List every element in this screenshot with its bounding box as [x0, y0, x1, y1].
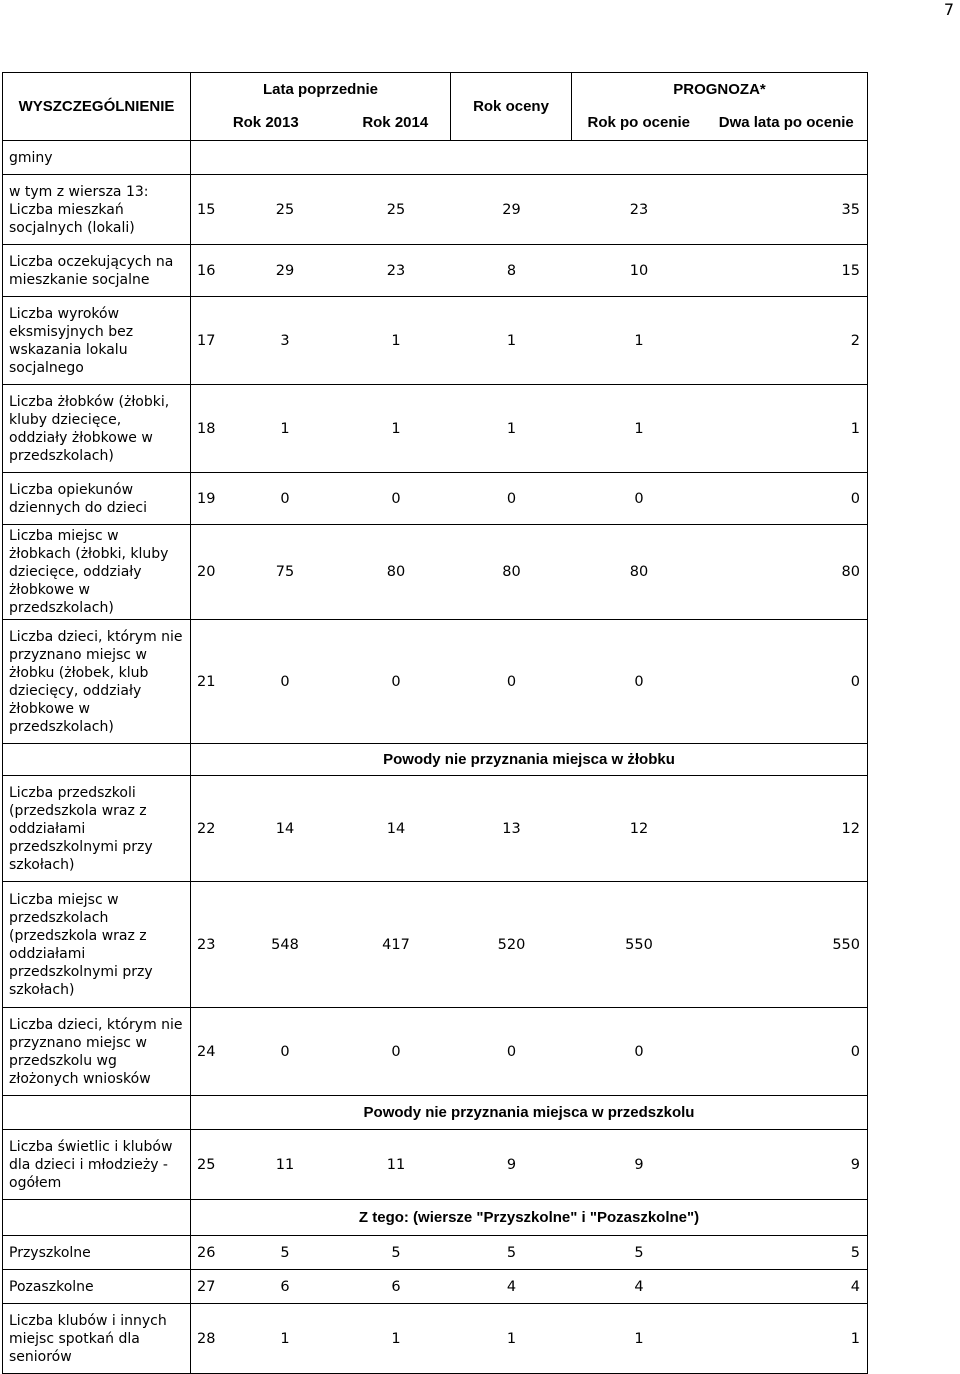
- value-rok-po-ocenie: 0: [634, 490, 644, 507]
- header-rok-2013: Rok 2013: [191, 107, 341, 141]
- value-rok-po-ocenie: 1: [634, 332, 644, 349]
- value-dwa-lata: 15: [841, 262, 860, 279]
- table-row: [3, 245, 868, 297]
- value-2014: 80: [386, 564, 406, 580]
- row-number: 19: [197, 490, 216, 507]
- row-label: Liczba przedszkoli (przedszkola wraz z oddziałami przedszkolnymi przy szkołach): [3, 776, 191, 882]
- value-dwa-lata: 2: [850, 332, 860, 349]
- value-dwa-lata: 4: [850, 1278, 860, 1295]
- row-number: 26: [197, 1244, 216, 1261]
- table-row: [3, 385, 868, 473]
- value-dwa-lata: 35: [841, 201, 860, 218]
- empty-cell: [3, 744, 191, 776]
- row-number: 18: [197, 420, 216, 437]
- value-2013: 75: [275, 564, 295, 580]
- table-row: [3, 1270, 868, 1304]
- value-dwa-lata: 0: [850, 490, 860, 507]
- section-powody-zlobek: Powody nie przyznania miejsca w żłobku: [191, 744, 868, 776]
- value-2014: 25: [386, 201, 406, 218]
- table-row: [3, 882, 868, 1008]
- value-rok-oceny: 9: [506, 1156, 517, 1173]
- value-dwa-lata: 80: [841, 564, 860, 580]
- value-rok-po-ocenie: 80: [629, 564, 649, 580]
- row-label: Liczba miejsc w żłobkach (żłobki, kluby dziecięce, oddziały żłobkowe w przedszkolach): [3, 525, 191, 620]
- value-2013: 11: [275, 1156, 295, 1173]
- empty-cell: [3, 1096, 191, 1130]
- row-number: 16: [197, 262, 216, 279]
- value-rok-oceny: 4: [506, 1278, 517, 1295]
- value-rok-po-ocenie: 550: [625, 936, 653, 953]
- row-number: 28: [197, 1330, 216, 1347]
- value-rok-po-ocenie: 0: [634, 673, 644, 690]
- value-rok-po-ocenie: 0: [634, 1043, 644, 1060]
- header-lata-poprzednie: Lata poprzednie: [191, 73, 451, 107]
- value-dwa-lata: 9: [850, 1156, 860, 1173]
- page-number: 7: [943, 0, 954, 19]
- row-number: 22: [197, 820, 216, 837]
- value-rok-oceny: 0: [506, 1043, 517, 1060]
- value-dwa-lata: 5: [850, 1244, 860, 1261]
- value-rok-po-ocenie: 10: [629, 262, 649, 279]
- value-2014: 23: [386, 262, 406, 279]
- row-number: 15: [197, 201, 216, 218]
- row-label: Liczba miejsc w przedszkolach (przedszkola wraz z oddziałami przedszkolnymi przy szkołach): [3, 882, 191, 1008]
- empty-cell: [191, 141, 868, 175]
- value-rok-oceny: 5: [506, 1244, 517, 1261]
- value-2014: 6: [391, 1278, 401, 1295]
- value-2014: 11: [386, 1156, 406, 1173]
- value-2014: 5: [391, 1244, 401, 1261]
- row-label: Liczba wyroków eksmisyjnych bez wskazania lokalu socjalnego: [3, 297, 191, 385]
- value-2013: 1: [280, 420, 290, 437]
- value-dwa-lata: 1: [850, 1330, 860, 1347]
- value-2014: 14: [386, 820, 406, 837]
- header-rok-po-ocenie: Rok po ocenie: [572, 107, 706, 141]
- value-rok-oceny: 1: [506, 332, 517, 349]
- value-2013: 25: [275, 201, 295, 218]
- table-row: [3, 776, 868, 882]
- row-label-gminy: gminy: [3, 141, 191, 175]
- value-rok-po-ocenie: 1: [634, 420, 644, 437]
- value-2014: 1: [391, 1330, 401, 1347]
- value-rok-po-ocenie: 9: [634, 1156, 644, 1173]
- row-label: Liczba żłobków (żłobki, kluby dziecięce, oddziały żłobkowe w przedszkolach): [3, 385, 191, 473]
- value-rok-oceny: 0: [506, 490, 517, 507]
- row-number: 23: [197, 936, 216, 953]
- row-label: Liczba oczekujących na mieszkanie socjalne: [3, 245, 191, 297]
- data-table: [2, 72, 868, 1374]
- section-powody-przedszkole: Powody nie przyznania miejsca w przedszkolu: [191, 1096, 868, 1130]
- value-2013: 14: [275, 820, 295, 837]
- row-number: 25: [197, 1156, 216, 1173]
- value-2013: 548: [271, 936, 299, 953]
- value-rok-po-ocenie: 23: [629, 201, 649, 218]
- table-row: [3, 525, 868, 620]
- value-dwa-lata: 12: [841, 820, 860, 837]
- value-2013: 0: [280, 1043, 290, 1060]
- header-rok-oceny: Rok oceny: [451, 73, 572, 141]
- value-2014: 1: [391, 420, 401, 437]
- table-row: [3, 1008, 868, 1096]
- header-prognoza: PROGNOZA*: [572, 73, 868, 107]
- value-2014: 0: [391, 490, 401, 507]
- value-2014: 0: [391, 673, 401, 690]
- table-row: [3, 175, 868, 245]
- value-rok-oceny: 1: [506, 1330, 517, 1347]
- row-number: 17: [197, 332, 216, 349]
- row-number: 20: [197, 564, 216, 580]
- table-row: [3, 297, 868, 385]
- value-rok-oceny: 0: [506, 673, 517, 690]
- value-rok-po-ocenie: 12: [629, 820, 649, 837]
- table-row: [3, 1236, 868, 1270]
- value-rok-po-ocenie: 4: [634, 1278, 644, 1295]
- row-label: Przyszkolne: [3, 1236, 191, 1270]
- row-label: Liczba dzieci, którym nie przyznano miejsc w przedszkolu wg złożonych wniosków: [3, 1008, 191, 1096]
- value-2014: 0: [391, 1043, 401, 1060]
- row-label: Liczba świetlic i klubów dla dzieci i młodzieży - ogółem: [3, 1130, 191, 1200]
- row-number: 27: [197, 1278, 216, 1295]
- value-rok-oceny: 80: [502, 564, 521, 580]
- table-row: [3, 473, 868, 525]
- value-rok-oceny: 13: [502, 820, 521, 837]
- row-label: Pozaszkolne: [3, 1270, 191, 1304]
- row-label: Liczba opiekunów dziennych do dzieci: [3, 473, 191, 525]
- value-2013: 5: [280, 1244, 290, 1261]
- value-2013: 29: [275, 262, 295, 279]
- row-label: Liczba dzieci, którym nie przyznano miejsc w żłobku (żłobek, klub dziecięcy, oddziały żłobkowe w przedszkolach): [3, 620, 191, 744]
- value-dwa-lata: 0: [850, 1043, 860, 1060]
- empty-cell: [3, 1200, 191, 1236]
- value-rok-oceny: 1: [506, 420, 517, 437]
- value-2014: 1: [391, 332, 401, 349]
- table-row: [3, 1304, 868, 1374]
- value-2014: 417: [382, 936, 410, 953]
- value-dwa-lata: 1: [850, 420, 860, 437]
- header-dwa-lata-po-ocenie: Dwa lata po ocenie: [706, 107, 868, 141]
- table-row: [3, 620, 868, 744]
- value-dwa-lata: 550: [832, 936, 860, 953]
- value-rok-oceny: 29: [502, 201, 521, 218]
- value-dwa-lata: 0: [850, 673, 860, 690]
- value-rok-oceny: 520: [497, 936, 526, 953]
- row-number: 24: [197, 1043, 216, 1060]
- value-rok-po-ocenie: 5: [634, 1244, 644, 1261]
- row-label: Liczba klubów i innych miejsc spotkań dla seniorów: [3, 1304, 191, 1374]
- value-2013: 3: [280, 332, 290, 349]
- section-z-tego: Z tego: (wiersze "Przyszkolne" i "Pozaszkolne"): [191, 1200, 868, 1236]
- value-2013: 0: [280, 673, 290, 690]
- header-wyszczegolnienie: WYSZCZEGÓLNIENIE: [3, 73, 191, 141]
- value-rok-po-ocenie: 1: [634, 1330, 644, 1347]
- table-row: [3, 1130, 868, 1200]
- value-rok-oceny: 8: [506, 262, 517, 279]
- header-rok-2014: Rok 2014: [341, 107, 451, 141]
- value-2013: 0: [280, 490, 290, 507]
- value-2013: 6: [280, 1278, 290, 1295]
- row-label: w tym z wiersza 13: Liczba mieszkań socjalnych (lokali): [3, 175, 191, 245]
- row-number: 21: [197, 673, 216, 690]
- value-2013: 1: [280, 1330, 290, 1347]
